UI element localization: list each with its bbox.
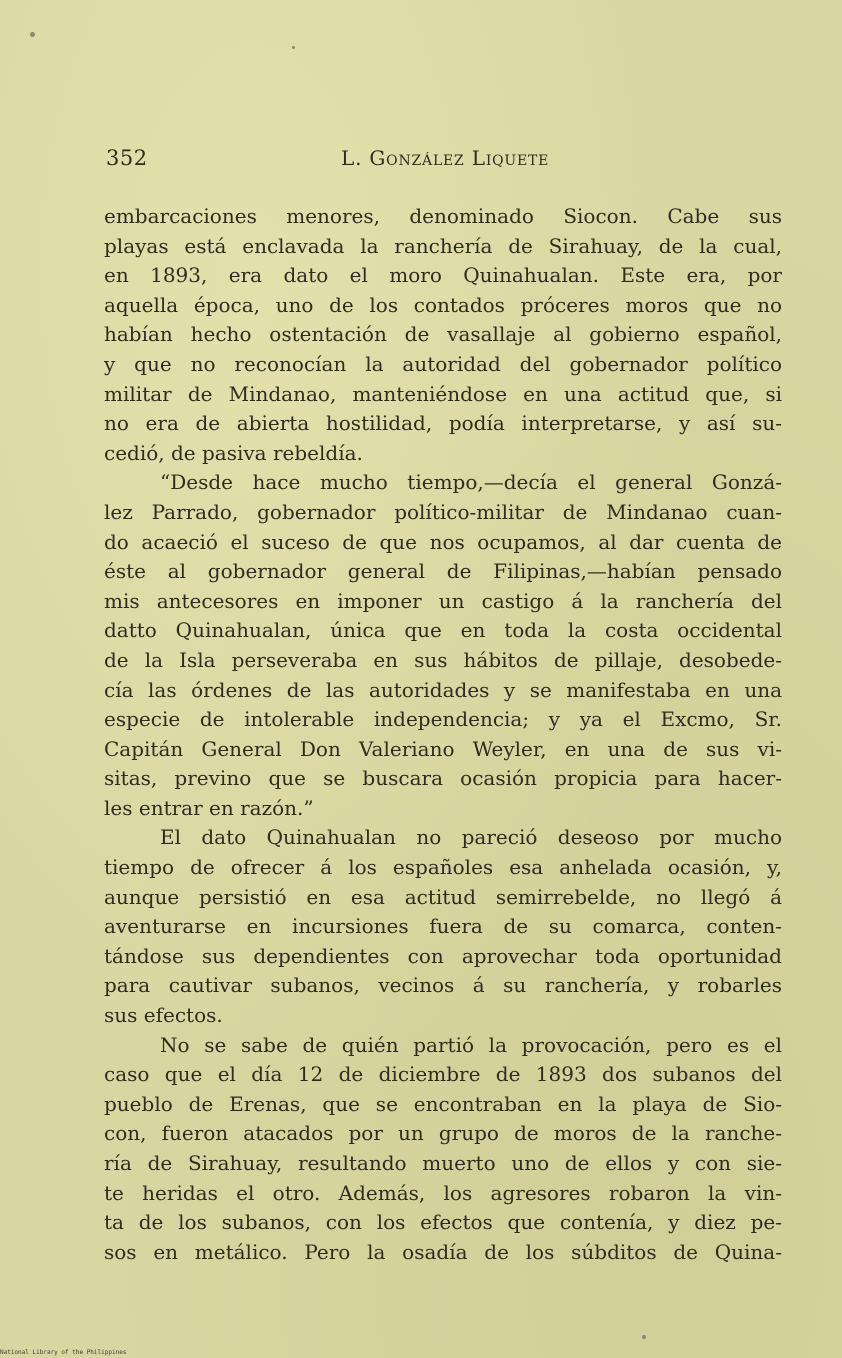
- text-line: do acaeció el suceso de que nos ocupamos, al dar cuenta de: [104, 529, 782, 554]
- text-line: ría de Sirahuay, resultando muerto uno de ellos y con sie-: [104, 1151, 782, 1175]
- text-line: te heridas el otro. Además, los agresores robaron la vin-: [104, 1180, 782, 1205]
- body-text: [104, 202, 782, 1267]
- running-head: L. González Liquete: [341, 146, 550, 170]
- text-line: en 1893, era dato el moro Quinahualan. Este era, por: [104, 263, 782, 288]
- text-line: playas está enclavada la ranchería de Sirahuay, de la cual,: [104, 233, 782, 258]
- text-line: tándose sus dependientes con aprovechar toda oportunidad: [104, 943, 782, 968]
- text-line: no era de abierta hostilidad, podía interpretarse, y así su-: [104, 411, 782, 436]
- text-line: especie de intolerable independencia; y ya el Excmo, Sr.: [104, 707, 782, 732]
- text-line: datto Quinahualan, única que en toda la costa occidental: [104, 618, 782, 643]
- text-line: para cautivar subanos, vecinos á su ranchería, y robarles: [104, 973, 782, 998]
- text-line: pueblo de Erenas, que se encontraban en la playa de Sio-: [104, 1091, 782, 1116]
- text-line: embarcaciones menores, denominado Siocon. Cabe sus: [104, 204, 782, 228]
- text-line: aquella época, uno de los contados próceres moros que no: [104, 292, 782, 317]
- text-line: cía las órdenes de las autoridades y se manifestaba en una: [104, 677, 782, 702]
- text-line: habían hecho ostentación de vasallaje al gobierno español,: [104, 322, 782, 347]
- text-line: aventurarse en incursiones fuera de su comarca, conten-: [104, 914, 782, 939]
- text-line: ta de los subanos, con los efectos que contenía, y diez pe-: [104, 1210, 782, 1235]
- text-line: “Desde hace mucho tiempo,—decía el general Gonzá-: [160, 470, 782, 495]
- text-line: lez Parrado, gobernador político-militar de Mindanao cuan-: [104, 499, 782, 524]
- text-line: sitas, previno que se buscara ocasión propicia para hacer-: [104, 766, 782, 791]
- text-line: cedió, de pasiva rebeldía.: [104, 440, 363, 465]
- text-line: les entrar en razón.”: [104, 795, 314, 820]
- paper-speck: [292, 46, 295, 49]
- footer-credit: National Library of the Philippines: [0, 1349, 127, 1356]
- text-line: y que no reconocían la autoridad del gobernador político: [104, 351, 782, 376]
- paper-speck: [30, 32, 35, 37]
- text-line: tiempo de ofrecer á los españoles esa anhelada ocasión, y,: [104, 855, 782, 880]
- text-line: sus efectos.: [104, 1003, 223, 1028]
- text-line: mis antecesores en imponer un castigo á la ranchería del: [104, 588, 782, 613]
- page-header: [106, 146, 782, 174]
- text-line: éste al gobernador general de Filipinas,—habían pensado: [104, 559, 782, 584]
- paper-speck: [642, 1335, 646, 1339]
- text-line: El dato Quinahualan no pareció deseoso por mucho: [160, 825, 782, 850]
- text-line: No se sabe de quién partió la provocación, pero es el: [160, 1032, 782, 1057]
- page-number: 352: [106, 146, 148, 170]
- text-line: militar de Mindanao, manteniéndose en una actitud que, si: [104, 381, 782, 406]
- text-line: caso que el día 12 de diciembre de 1893 dos subanos del: [104, 1062, 782, 1087]
- text-line: sos en metálico. Pero la osadía de los súbditos de Quina-: [104, 1239, 782, 1264]
- text-line: de la Isla perseveraba en sus hábitos de pillaje, desobede-: [104, 647, 782, 672]
- text-line: aunque persistió en esa actitud semirrebelde, no llegó á: [104, 884, 782, 909]
- text-line: Capitán General Don Valeriano Weyler, en una de sus vi-: [104, 736, 782, 761]
- text-line: con, fueron atacados por un grupo de moros de la ranche-: [104, 1121, 782, 1146]
